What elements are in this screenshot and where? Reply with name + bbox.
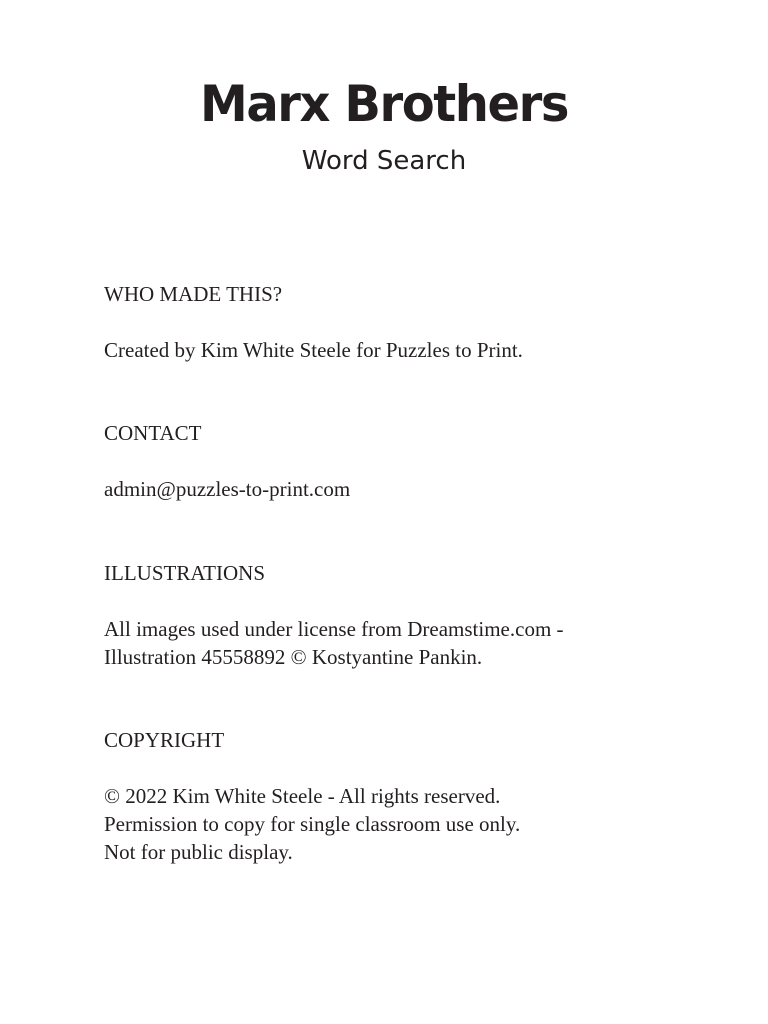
page-subtitle: Word Search (301, 146, 467, 176)
illustrations-line: All images used under license from Dreamstime.com - (104, 617, 564, 641)
who-heading: WHO MADE THIS? (104, 282, 283, 306)
copyright-text (104, 782, 704, 866)
copyright-line: Not for public display. (104, 840, 293, 864)
page-title: Marx Brothers (200, 75, 568, 133)
illustrations-heading: ILLUSTRATIONS (104, 561, 265, 585)
who-text: Created by Kim White Steele for Puzzles to Print. (104, 338, 523, 362)
copyright-line: Permission to copy for single classroom use only. (104, 812, 521, 836)
contact-heading: CONTACT (104, 421, 202, 445)
contact-email: admin@puzzles-to-print.com (104, 477, 351, 501)
illustrations-text (104, 615, 704, 671)
copyright-heading: COPYRIGHT (104, 728, 225, 752)
illustrations-line: Illustration 45558892 © Kostyantine Pankin. (104, 645, 483, 669)
copyright-line: © 2022 Kim White Steele - All rights reserved. (104, 784, 501, 808)
